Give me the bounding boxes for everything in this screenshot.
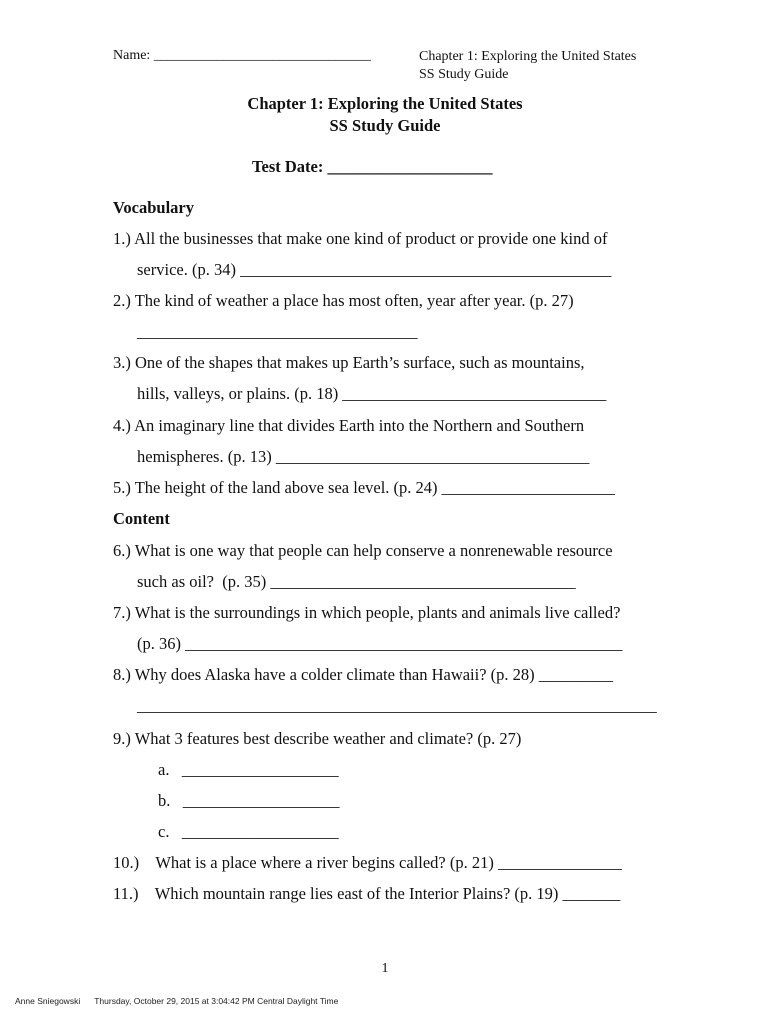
running-header	[419, 48, 636, 84]
test-date-line: Test Date: ____________________	[252, 157, 493, 176]
question-9-option-c: c. ___________________	[158, 822, 339, 841]
question-10-line: 10.) What is a place where a river begins called? (p. 21) _______________	[113, 853, 622, 872]
page-subtitle: SS Study Guide	[329, 116, 441, 135]
running-header-chapter: Chapter 1: Exploring the United States	[419, 49, 637, 64]
question-7-line-1: 7.) What is the surroundings in which people, plants and animals live called?	[113, 603, 621, 622]
question-4-line-1: 4.) An imaginary line that divides Earth into the Northern and Southern	[113, 416, 585, 435]
question-2-line-1: 2.) The kind of weather a place has most often, year after year. (p. 27)	[113, 291, 574, 310]
print-footer: Anne Sniegowski Thursday, October 29, 2015 at 3:04:42 PM Central Daylight Time	[15, 996, 339, 1006]
question-1-line-1: 1.) All the businesses that make one kind of product or provide one kind of	[113, 229, 608, 248]
question-9-option-a: a. ___________________	[158, 760, 339, 779]
running-header-subtitle: SS Study Guide	[419, 67, 509, 82]
question-8-line-1: 8.) Why does Alaska have a colder climate than Hawaii? (p. 28) _________	[113, 665, 614, 684]
page-number: 1	[381, 961, 389, 976]
question-6-line-1: 6.) What is one way that people can help conserve a nonrenewable resource	[113, 541, 613, 560]
question-1-line-2: service. (p. 34) _____________________________________________	[137, 260, 612, 279]
question-5-line: 5.) The height of the land above sea level. (p. 24) _____________________	[113, 478, 615, 497]
name-field-line: Name: _______________________________	[113, 48, 371, 63]
question-2-answer-line: __________________________________	[137, 322, 418, 341]
question-4-line-2: hemispheres. (p. 13) ______________________________________	[137, 447, 590, 466]
question-3-line-1: 3.) One of the shapes that makes up Earth’s surface, such as mountains,	[113, 353, 585, 372]
section-heading-vocabulary: Vocabulary	[113, 198, 194, 217]
question-6-line-2: such as oil? (p. 35) _____________________________________	[137, 572, 576, 591]
question-9-option-b: b. ___________________	[158, 791, 340, 810]
question-8-answer-line: _______________________________________________________________	[137, 696, 657, 715]
question-3-line-2: hills, valleys, or plains. (p. 18) ________________________________	[137, 384, 607, 403]
section-heading-content: Content	[113, 509, 170, 528]
question-11-line: 11.) Which mountain range lies east of the Interior Plains? (p. 19) _______	[113, 884, 621, 903]
question-7-line-2: (p. 36) _____________________________________________________	[137, 634, 623, 653]
page-title: Chapter 1: Exploring the United States	[247, 94, 523, 113]
question-9-line: 9.) What 3 features best describe weather and climate? (p. 27)	[113, 729, 522, 748]
